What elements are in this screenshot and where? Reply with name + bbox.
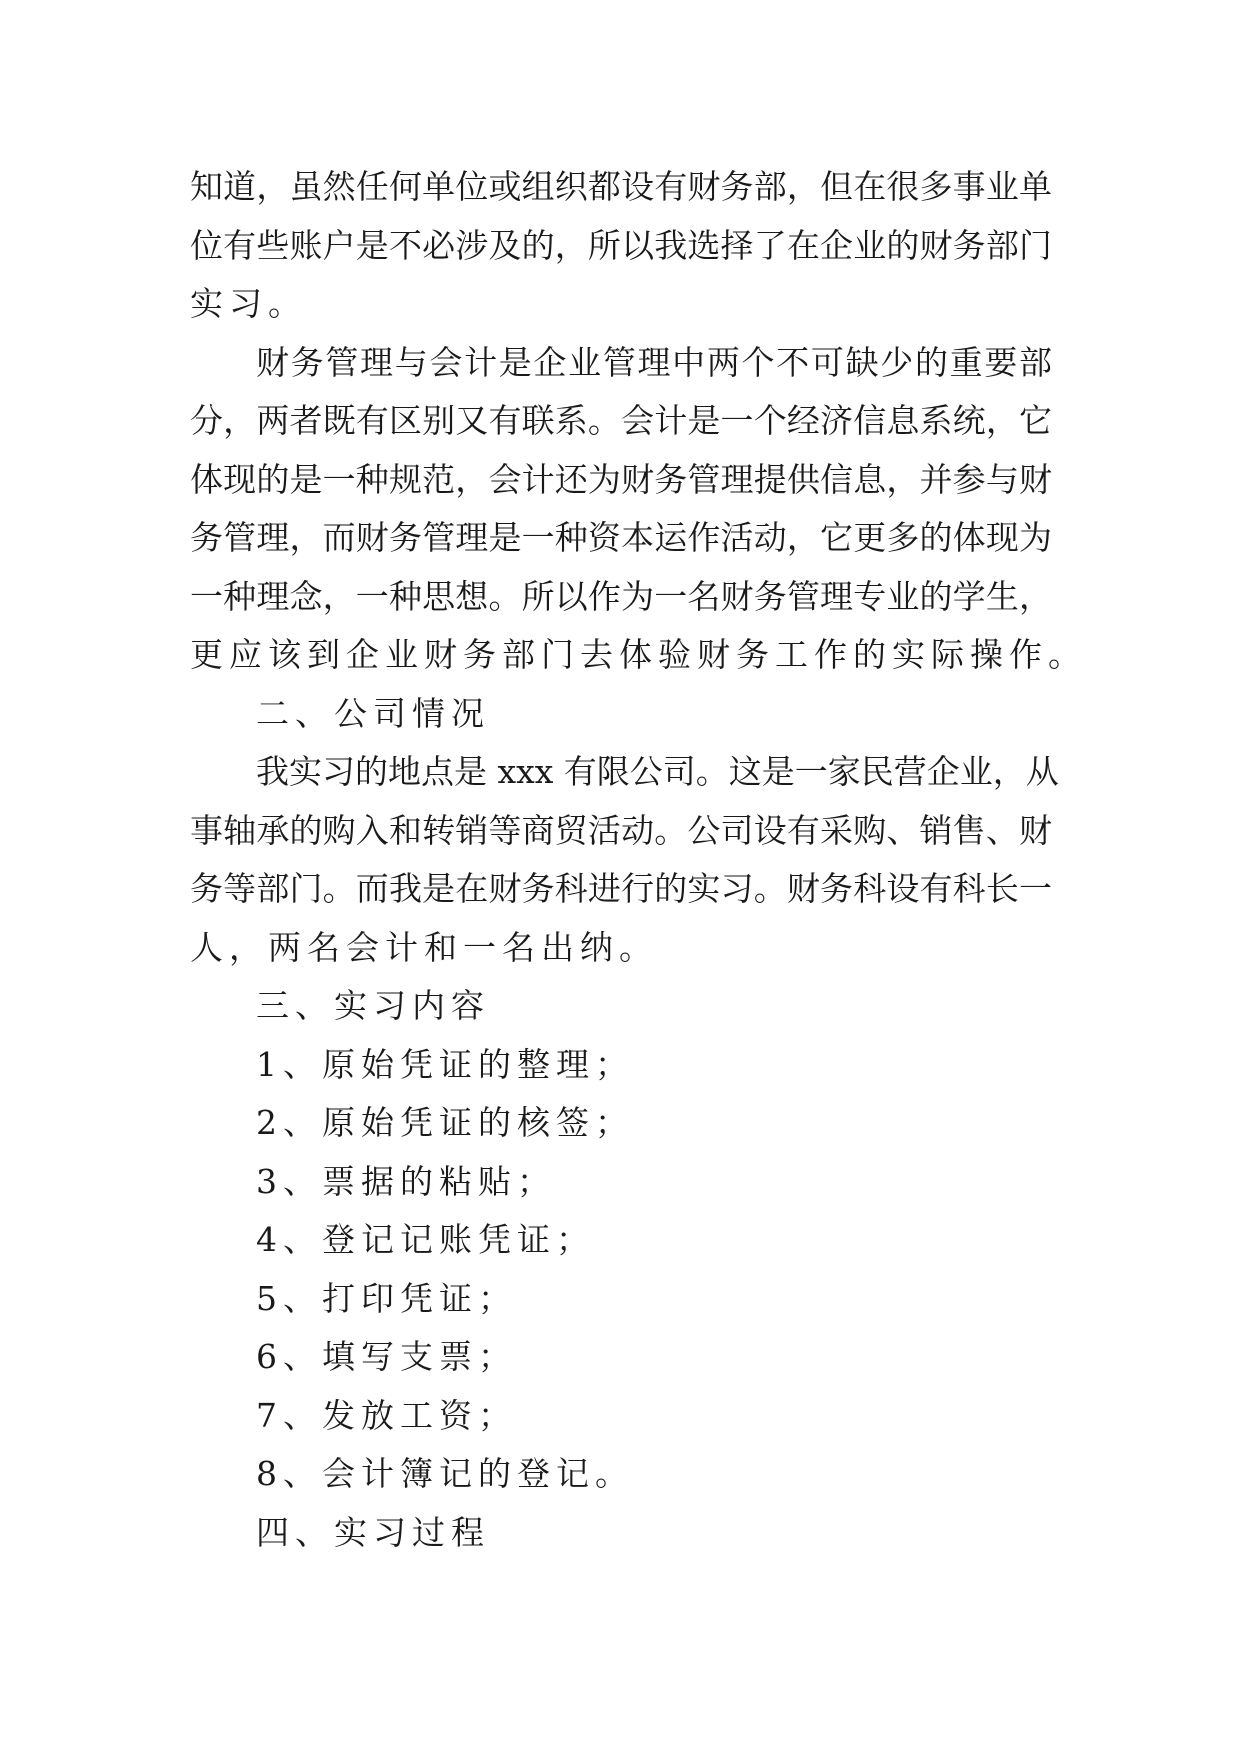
paragraph-line: 更应该到企业财务部门去体验财务工作的实际操作。 <box>190 635 1087 674</box>
list-item: 8、会计簿记的登记。 <box>256 1454 634 1493</box>
paragraph-line: 知道，虽然任何单位或组织都设有财务部，但在很多事业单 <box>190 167 1052 206</box>
list-item: 3、票据的粘贴； <box>256 1161 556 1201</box>
list-item: 6、填写支票； <box>256 1337 517 1376</box>
paragraph-line: 务等部门。而我是在财务科进行的实习。财务科设有科长一 <box>190 869 1052 908</box>
list-item: 7、发放工资； <box>256 1395 517 1435</box>
list-item: 5、打印凭证； <box>256 1278 517 1318</box>
paragraph-line: 分，两者既有区别又有联系。会计是一个经济信息系统，它 <box>190 401 1052 440</box>
paragraph-line: 财务管理与会计是企业管理中两个不可缺少的重要部 <box>256 342 1052 382</box>
document-body <box>190 158 1087 1562</box>
paragraph-line: 我实习的地点是 xxx 有限公司。这是一家民营企业，从 <box>256 752 1059 791</box>
paragraph-line: 务管理，而财务管理是一种资本运作活动，它更多的体现为 <box>190 518 1052 557</box>
paragraph-line: 实习。 <box>190 284 307 323</box>
section-heading: 二、公司情况 <box>256 693 490 733</box>
paragraph-line: 事轴承的购入和转销等商贸活动。公司设有采购、销售、财 <box>190 810 1052 850</box>
list-item: 4、登记记账凭证； <box>256 1220 595 1259</box>
paragraph-line: 体现的是一种规范，会计还为财务管理提供信息，并参与财 <box>190 459 1052 499</box>
paragraph-line: 位有些账户是不必涉及的，所以我选择了在企业的财务部门 <box>190 225 1052 265</box>
paragraph-line: 人，两名会计和一名出纳。 <box>190 927 658 967</box>
section-heading: 四、实习过程 <box>256 1512 490 1552</box>
list-item: 2、原始凭证的核签； <box>256 1103 634 1142</box>
section-heading: 三、实习内容 <box>256 986 490 1025</box>
list-item: 1、原始凭证的整理； <box>256 1044 634 1084</box>
paragraph-line: 一种理念，一种思想。所以作为一名财务管理专业的学生， <box>190 576 1052 616</box>
